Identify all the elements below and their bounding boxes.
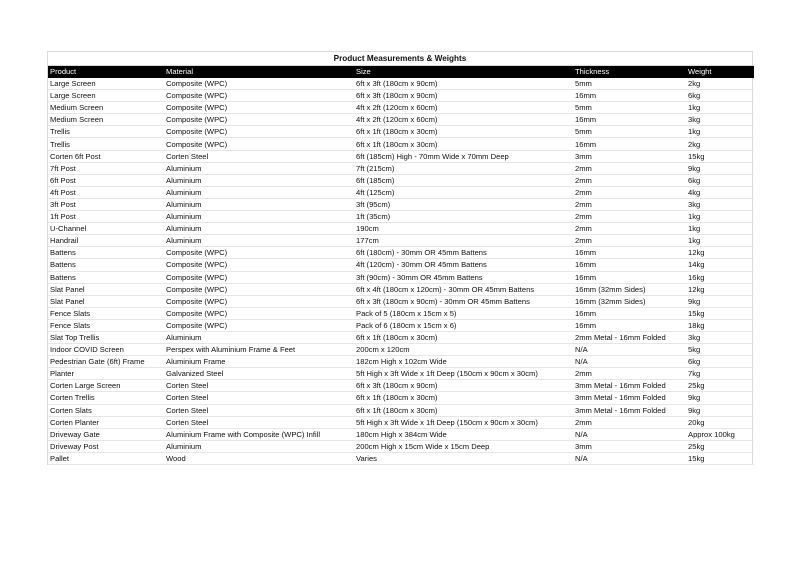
weight-cell: 1kg [686, 223, 754, 235]
table-row [48, 416, 754, 428]
product-cell: Pallet [48, 452, 164, 464]
material-cell: Aluminium [164, 162, 354, 174]
table-row [48, 404, 754, 416]
product-cell: Battens [48, 259, 164, 271]
table-row [48, 452, 754, 464]
thickness-cell: 2mm [573, 368, 686, 380]
weight-cell: 1kg [686, 235, 754, 247]
size-cell: 6ft x 3ft (180cm x 90cm) [354, 380, 573, 392]
material-cell: Corten Steel [164, 380, 354, 392]
material-cell: Aluminium Frame [164, 356, 354, 368]
thickness-cell: 3mm [573, 150, 686, 162]
material-cell: Composite (WPC) [164, 138, 354, 150]
thickness-cell: 2mm Metal - 16mm Folded [573, 331, 686, 343]
table-row [48, 344, 754, 356]
table-row [48, 331, 754, 343]
size-cell: 4ft x 2ft (120cm x 60cm) [354, 114, 573, 126]
material-cell: Perspex with Aluminium Frame & Feet [164, 344, 354, 356]
product-cell: 6ft Post [48, 174, 164, 186]
product-cell: Fence Slats [48, 319, 164, 331]
size-cell: Varies [354, 452, 573, 464]
size-cell: 6ft x 3ft (180cm x 90cm) [354, 90, 573, 102]
thickness-cell: 16mm [573, 259, 686, 271]
material-cell: Corten Steel [164, 150, 354, 162]
weight-cell: 2kg [686, 138, 754, 150]
material-cell: Composite (WPC) [164, 295, 354, 307]
thickness-cell: N/A [573, 428, 686, 440]
thickness-cell: N/A [573, 452, 686, 464]
thickness-cell: 16mm [573, 114, 686, 126]
thickness-cell: 5mm [573, 126, 686, 138]
table-row [48, 114, 754, 126]
size-cell: 6ft (185cm) High - 70mm Wide x 70mm Deep [354, 150, 573, 162]
weight-cell: 1kg [686, 211, 754, 223]
size-cell: 177cm [354, 235, 573, 247]
thickness-cell: 16mm [573, 271, 686, 283]
header-row [48, 66, 754, 78]
material-cell: Composite (WPC) [164, 90, 354, 102]
weight-cell: 9kg [686, 295, 754, 307]
table-row [48, 150, 754, 162]
product-cell: Slat Panel [48, 295, 164, 307]
size-cell: 4ft x 2ft (120cm x 60cm) [354, 102, 573, 114]
size-cell: 5ft High x 3ft Wide x 1ft Deep (150cm x 90cm x 30cm) [354, 368, 573, 380]
weight-cell: 18kg [686, 319, 754, 331]
material-cell: Composite (WPC) [164, 114, 354, 126]
size-cell: 4ft (120cm) - 30mm OR 45mm Battens [354, 259, 573, 271]
thickness-cell: 16mm [573, 90, 686, 102]
size-cell: 200cm High x 15cm Wide x 15cm Deep [354, 440, 573, 452]
thickness-cell: 16mm (32mm Sides) [573, 295, 686, 307]
material-cell: Aluminium [164, 235, 354, 247]
weight-cell: 14kg [686, 259, 754, 271]
size-cell: 6ft (180cm) - 30mm OR 45mm Battens [354, 247, 573, 259]
material-cell: Composite (WPC) [164, 126, 354, 138]
column-header-material: Material [164, 66, 354, 78]
weight-cell: 15kg [686, 307, 754, 319]
product-cell: Large Screen [48, 78, 164, 90]
size-cell: 6ft x 1ft (180cm x 30cm) [354, 138, 573, 150]
product-cell: Corten 6ft Post [48, 150, 164, 162]
weight-cell: 16kg [686, 271, 754, 283]
weight-cell: 7kg [686, 368, 754, 380]
thickness-cell: 2mm [573, 198, 686, 210]
product-cell: Planter [48, 368, 164, 380]
size-cell: 6ft x 1ft (180cm x 30cm) [354, 126, 573, 138]
thickness-cell: 2mm [573, 162, 686, 174]
weight-cell: 9kg [686, 162, 754, 174]
thickness-cell: 5mm [573, 78, 686, 90]
size-cell: 200cm x 120cm [354, 344, 573, 356]
size-cell: 3ft (95cm) [354, 198, 573, 210]
table-row [48, 126, 754, 138]
product-cell: Corten Trellis [48, 392, 164, 404]
table-row [48, 356, 754, 368]
table-row [48, 440, 754, 452]
size-cell: 6ft x 1ft (180cm x 30cm) [354, 404, 573, 416]
thickness-cell: 16mm (32mm Sides) [573, 283, 686, 295]
weight-cell: 9kg [686, 392, 754, 404]
thickness-cell: 2mm [573, 211, 686, 223]
thickness-cell: 2mm [573, 186, 686, 198]
material-cell: Aluminium [164, 186, 354, 198]
product-cell: Fence Slats [48, 307, 164, 319]
weight-cell: Approx 100kg [686, 428, 754, 440]
column-header-product: Product [48, 66, 164, 78]
weight-cell: 3kg [686, 198, 754, 210]
product-cell: Driveway Gate [48, 428, 164, 440]
weight-cell: 15kg [686, 150, 754, 162]
product-cell: 7ft Post [48, 162, 164, 174]
material-cell: Aluminium [164, 198, 354, 210]
size-cell: 7ft (215cm) [354, 162, 573, 174]
thickness-cell: N/A [573, 344, 686, 356]
size-cell: 182cm High x 102cm Wide [354, 356, 573, 368]
product-cell: Corten Planter [48, 416, 164, 428]
material-cell: Composite (WPC) [164, 102, 354, 114]
table-row [48, 307, 754, 319]
material-cell: Corten Steel [164, 392, 354, 404]
material-cell: Composite (WPC) [164, 319, 354, 331]
weight-cell: 15kg [686, 452, 754, 464]
thickness-cell: 2mm [573, 174, 686, 186]
thickness-cell: 3mm Metal - 16mm Folded [573, 380, 686, 392]
product-cell: Trellis [48, 126, 164, 138]
weight-cell: 12kg [686, 247, 754, 259]
thickness-cell: 5mm [573, 102, 686, 114]
thickness-cell: 16mm [573, 307, 686, 319]
thickness-cell: 16mm [573, 138, 686, 150]
size-cell: 6ft x 4ft (180cm x 120cm) - 30mm OR 45mm Battens [354, 283, 573, 295]
product-cell: Medium Screen [48, 114, 164, 126]
product-cell: Driveway Post [48, 440, 164, 452]
size-cell: 6ft x 1ft (180cm x 30cm) [354, 392, 573, 404]
size-cell: Pack of 6 (180cm x 15cm x 6) [354, 319, 573, 331]
material-cell: Composite (WPC) [164, 78, 354, 90]
size-cell: 6ft x 1ft (180cm x 30cm) [354, 331, 573, 343]
table-row [48, 138, 754, 150]
material-cell: Aluminium [164, 223, 354, 235]
product-cell: Battens [48, 247, 164, 259]
table-row [48, 235, 754, 247]
measurements-sheet [47, 51, 753, 465]
thickness-cell: 2mm [573, 416, 686, 428]
weight-cell: 1kg [686, 126, 754, 138]
size-cell: 5ft High x 3ft Wide x 1ft Deep (150cm x 90cm x 30cm) [354, 416, 573, 428]
sheet-title: Product Measurements & Weights [48, 52, 752, 66]
weight-cell: 5kg [686, 344, 754, 356]
table-row [48, 223, 754, 235]
weight-cell: 3kg [686, 114, 754, 126]
material-cell: Composite (WPC) [164, 271, 354, 283]
table-row [48, 162, 754, 174]
size-cell: 3ft (90cm) - 30mm OR 45mm Battens [354, 271, 573, 283]
table-row [48, 90, 754, 102]
size-cell: 190cm [354, 223, 573, 235]
table-row [48, 211, 754, 223]
size-cell: 1ft (35cm) [354, 211, 573, 223]
material-cell: Composite (WPC) [164, 247, 354, 259]
table-row [48, 428, 754, 440]
material-cell: Aluminium Frame with Composite (WPC) Infill [164, 428, 354, 440]
table-row [48, 283, 754, 295]
product-cell: U-Channel [48, 223, 164, 235]
table-row [48, 174, 754, 186]
weight-cell: 20kg [686, 416, 754, 428]
weight-cell: 3kg [686, 331, 754, 343]
table-row [48, 259, 754, 271]
weight-cell: 4kg [686, 186, 754, 198]
material-cell: Composite (WPC) [164, 259, 354, 271]
product-cell: Indoor COVID Screen [48, 344, 164, 356]
product-cell: Pedestrian Gate (6ft) Frame [48, 356, 164, 368]
product-cell: Battens [48, 271, 164, 283]
weight-cell: 6kg [686, 90, 754, 102]
size-cell: 180cm High x 384cm Wide [354, 428, 573, 440]
weight-cell: 6kg [686, 174, 754, 186]
weight-cell: 2kg [686, 78, 754, 90]
table-row [48, 295, 754, 307]
size-cell: 4ft (125cm) [354, 186, 573, 198]
table-row [48, 198, 754, 210]
thickness-cell: 16mm [573, 247, 686, 259]
thickness-cell: 2mm [573, 235, 686, 247]
weight-cell: 25kg [686, 380, 754, 392]
table-row [48, 186, 754, 198]
weight-cell: 6kg [686, 356, 754, 368]
table-body [48, 78, 754, 465]
table-row [48, 102, 754, 114]
table-row [48, 78, 754, 90]
table-row [48, 247, 754, 259]
weight-cell: 1kg [686, 102, 754, 114]
material-cell: Aluminium [164, 331, 354, 343]
weight-cell: 9kg [686, 404, 754, 416]
material-cell: Galvanized Steel [164, 368, 354, 380]
size-cell: 6ft x 3ft (180cm x 90cm) - 30mm OR 45mm Battens [354, 295, 573, 307]
thickness-cell: 16mm [573, 319, 686, 331]
product-cell: Trellis [48, 138, 164, 150]
product-cell: Large Screen [48, 90, 164, 102]
product-cell: 1ft Post [48, 211, 164, 223]
product-cell: Slat Panel [48, 283, 164, 295]
thickness-cell: 3mm Metal - 16mm Folded [573, 404, 686, 416]
material-cell: Corten Steel [164, 416, 354, 428]
product-cell: Medium Screen [48, 102, 164, 114]
table-row [48, 392, 754, 404]
size-cell: 6ft x 3ft (180cm x 90cm) [354, 78, 573, 90]
table-row [48, 380, 754, 392]
material-cell: Composite (WPC) [164, 283, 354, 295]
column-header-weight: Weight [686, 66, 754, 78]
table-row [48, 368, 754, 380]
material-cell: Aluminium [164, 440, 354, 452]
weight-cell: 25kg [686, 440, 754, 452]
weight-cell: 12kg [686, 283, 754, 295]
thickness-cell: 3mm Metal - 16mm Folded [573, 392, 686, 404]
thickness-cell: 2mm [573, 223, 686, 235]
size-cell: Pack of 5 (180cm x 15cm x 5) [354, 307, 573, 319]
material-cell: Corten Steel [164, 404, 354, 416]
product-cell: Handrail [48, 235, 164, 247]
thickness-cell: 3mm [573, 440, 686, 452]
thickness-cell: N/A [573, 356, 686, 368]
product-cell: Corten Large Screen [48, 380, 164, 392]
size-cell: 6ft (185cm) [354, 174, 573, 186]
column-header-size: Size [354, 66, 573, 78]
material-cell: Wood [164, 452, 354, 464]
product-cell: Slat Top Trellis [48, 331, 164, 343]
table-row [48, 271, 754, 283]
measurements-table [48, 66, 754, 465]
material-cell: Aluminium [164, 174, 354, 186]
material-cell: Composite (WPC) [164, 307, 354, 319]
table-row [48, 319, 754, 331]
material-cell: Aluminium [164, 211, 354, 223]
column-header-thickness: Thickness [573, 66, 686, 78]
product-cell: 3ft Post [48, 198, 164, 210]
product-cell: Corten Slats [48, 404, 164, 416]
product-cell: 4ft Post [48, 186, 164, 198]
